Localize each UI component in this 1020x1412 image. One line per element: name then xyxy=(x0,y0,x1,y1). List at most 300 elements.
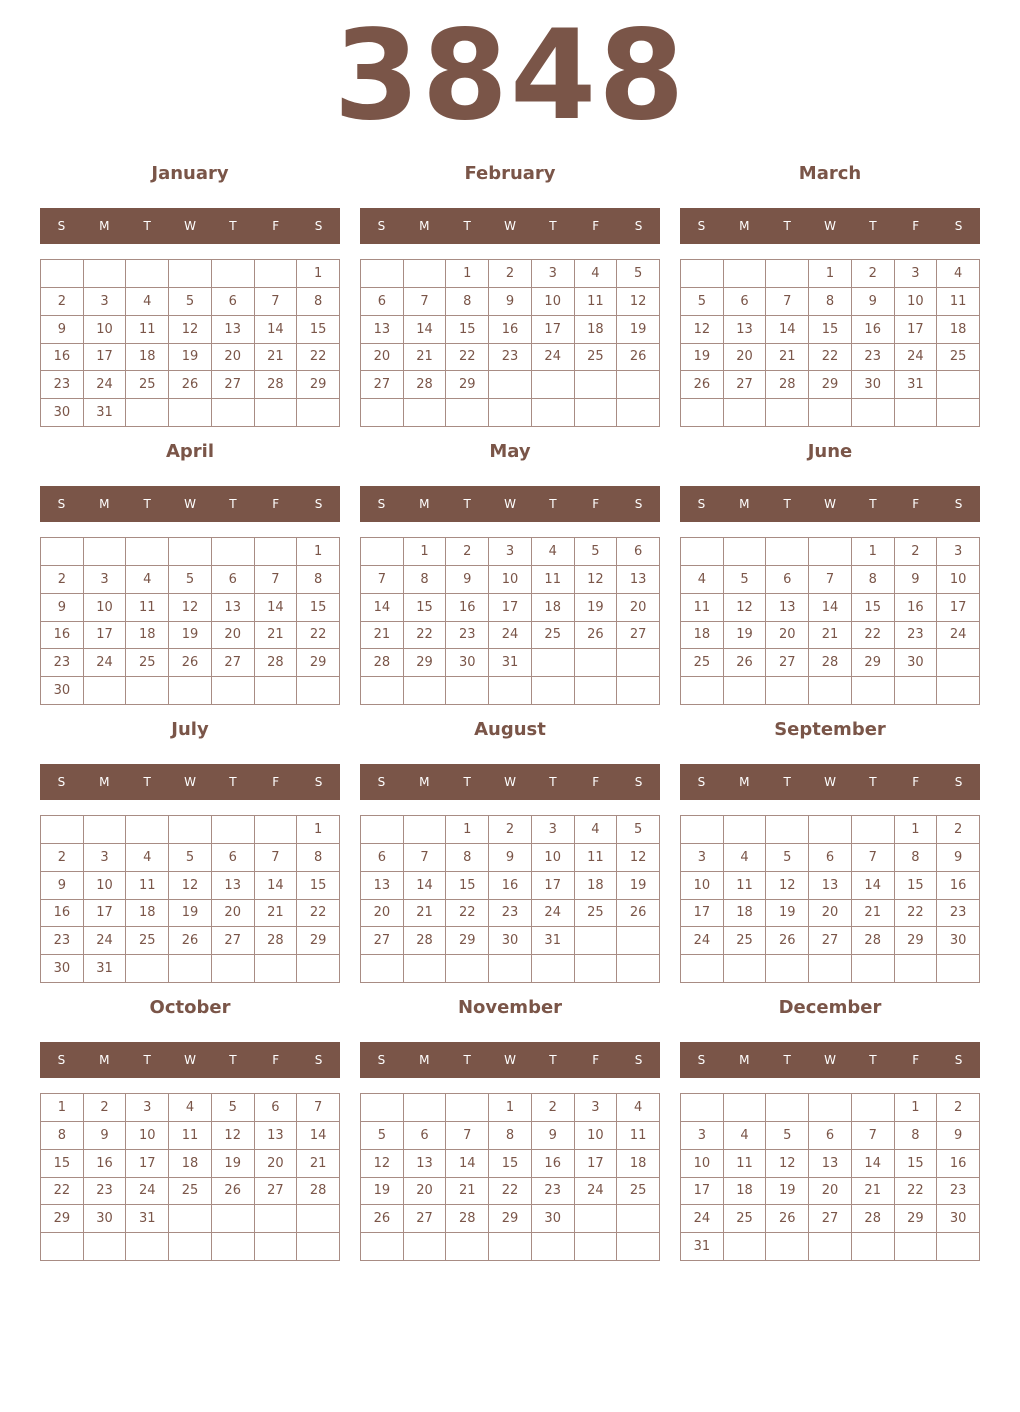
weekday-label: S xyxy=(954,775,963,789)
day-cell: 2 xyxy=(41,566,84,594)
day-cell: 7 xyxy=(255,844,298,872)
day-cell: 29 xyxy=(297,927,340,955)
weekday-label: T xyxy=(549,219,557,233)
weekday-label: W xyxy=(824,775,836,789)
day-cell: 8 xyxy=(895,844,938,872)
day-cell: 17 xyxy=(532,316,575,344)
day-cell: 24 xyxy=(489,622,532,650)
empty-cell xyxy=(895,1233,938,1261)
day-cell: 21 xyxy=(404,344,447,372)
day-cell: 7 xyxy=(809,566,852,594)
empty-cell xyxy=(41,1233,84,1261)
weekday-label: M xyxy=(419,219,430,233)
weekday-label: T xyxy=(143,1053,151,1067)
day-cell: 4 xyxy=(532,538,575,566)
empty-cell xyxy=(724,677,767,705)
month-name: July xyxy=(171,719,209,740)
day-cell: 16 xyxy=(84,1150,127,1178)
day-cell: 22 xyxy=(895,1178,938,1206)
month-name: April xyxy=(165,441,215,462)
weekday-label: S xyxy=(314,219,323,233)
empty-cell xyxy=(255,260,298,288)
day-cell: 30 xyxy=(937,927,980,955)
day-cell: 13 xyxy=(212,316,255,344)
weekday-label: W xyxy=(184,219,196,233)
day-cell: 29 xyxy=(489,1205,532,1233)
day-cell: 24 xyxy=(681,927,724,955)
weekday-label: S xyxy=(57,497,66,511)
month-name: March xyxy=(798,163,862,184)
day-cell: 26 xyxy=(169,371,212,399)
day-cell: 12 xyxy=(169,872,212,900)
day-cell: 21 xyxy=(809,622,852,650)
day-cell: 30 xyxy=(41,399,84,427)
day-cell: 20 xyxy=(361,900,404,928)
weekday-header xyxy=(680,1042,980,1078)
day-cell: 16 xyxy=(532,1150,575,1178)
day-cell: 19 xyxy=(766,900,809,928)
weekday-label: T xyxy=(143,219,151,233)
day-cell: 7 xyxy=(404,288,447,316)
day-cell: 29 xyxy=(41,1205,84,1233)
empty-cell xyxy=(212,955,255,983)
day-cell: 22 xyxy=(297,622,340,650)
weekday-label: S xyxy=(697,775,706,789)
empty-cell xyxy=(532,1233,575,1261)
empty-cell xyxy=(937,371,980,399)
weekday-header xyxy=(680,764,980,800)
weekday-label: T xyxy=(869,1053,877,1067)
day-cell: 3 xyxy=(532,816,575,844)
day-cell: 14 xyxy=(809,594,852,622)
day-cell: 6 xyxy=(361,844,404,872)
day-cell: 5 xyxy=(681,288,724,316)
day-cell: 20 xyxy=(766,622,809,650)
weekday-label: F xyxy=(592,1053,600,1067)
empty-cell xyxy=(852,677,895,705)
weekday-label: S xyxy=(697,219,706,233)
empty-cell xyxy=(895,399,938,427)
day-cell: 29 xyxy=(895,1205,938,1233)
day-cell: 28 xyxy=(766,371,809,399)
empty-cell xyxy=(361,538,404,566)
weekday-label: F xyxy=(912,1053,920,1067)
empty-cell xyxy=(681,816,724,844)
month-name: May xyxy=(489,441,531,462)
empty-cell xyxy=(361,816,404,844)
day-cell: 2 xyxy=(532,1094,575,1122)
day-cell: 16 xyxy=(937,872,980,900)
day-cell: 2 xyxy=(937,816,980,844)
empty-cell xyxy=(852,955,895,983)
day-cell: 19 xyxy=(169,344,212,372)
day-cell: 30 xyxy=(41,677,84,705)
day-grid xyxy=(360,537,660,705)
weekday-label: W xyxy=(504,1053,516,1067)
day-cell: 5 xyxy=(169,566,212,594)
day-cell: 24 xyxy=(532,344,575,372)
day-cell: 26 xyxy=(361,1205,404,1233)
day-cell: 30 xyxy=(41,955,84,983)
day-cell: 1 xyxy=(809,260,852,288)
empty-cell xyxy=(126,538,169,566)
day-cell: 27 xyxy=(361,927,404,955)
day-cell: 15 xyxy=(895,872,938,900)
empty-cell xyxy=(255,955,298,983)
empty-cell xyxy=(489,1233,532,1261)
day-cell: 28 xyxy=(446,1205,489,1233)
day-cell: 4 xyxy=(575,816,618,844)
empty-cell xyxy=(297,677,340,705)
empty-cell xyxy=(361,1233,404,1261)
day-cell: 14 xyxy=(404,872,447,900)
day-cell: 19 xyxy=(724,622,767,650)
day-cell: 5 xyxy=(617,260,660,288)
day-cell: 3 xyxy=(937,538,980,566)
day-cell: 17 xyxy=(84,900,127,928)
empty-cell xyxy=(724,1233,767,1261)
empty-cell xyxy=(446,399,489,427)
day-cell: 23 xyxy=(937,900,980,928)
weekday-header xyxy=(680,486,980,522)
empty-cell xyxy=(724,816,767,844)
day-cell: 8 xyxy=(489,1122,532,1150)
empty-cell xyxy=(169,399,212,427)
day-cell: 15 xyxy=(41,1150,84,1178)
day-cell: 20 xyxy=(809,900,852,928)
day-cell: 5 xyxy=(212,1094,255,1122)
day-cell: 29 xyxy=(852,649,895,677)
day-cell: 19 xyxy=(169,622,212,650)
empty-cell xyxy=(84,260,127,288)
empty-cell xyxy=(404,677,447,705)
day-cell: 5 xyxy=(169,288,212,316)
day-cell: 12 xyxy=(575,566,618,594)
empty-cell xyxy=(681,538,724,566)
empty-cell xyxy=(895,677,938,705)
day-cell: 4 xyxy=(617,1094,660,1122)
day-cell: 4 xyxy=(126,844,169,872)
day-cell: 4 xyxy=(724,1122,767,1150)
month-name: June xyxy=(807,441,853,462)
day-cell: 3 xyxy=(84,566,127,594)
empty-cell xyxy=(809,538,852,566)
empty-cell xyxy=(297,1233,340,1261)
weekday-label: M xyxy=(419,775,430,789)
weekday-label: T xyxy=(229,219,237,233)
day-cell: 4 xyxy=(724,844,767,872)
day-cell: 9 xyxy=(852,288,895,316)
empty-cell xyxy=(126,1233,169,1261)
day-cell: 23 xyxy=(489,900,532,928)
empty-cell xyxy=(766,399,809,427)
day-cell: 17 xyxy=(937,594,980,622)
day-cell: 9 xyxy=(41,316,84,344)
day-cell: 25 xyxy=(724,927,767,955)
empty-cell xyxy=(84,677,127,705)
day-cell: 24 xyxy=(84,371,127,399)
day-cell: 11 xyxy=(575,288,618,316)
day-cell: 6 xyxy=(361,288,404,316)
empty-cell xyxy=(617,1205,660,1233)
empty-cell xyxy=(84,816,127,844)
weekday-label: T xyxy=(549,775,557,789)
day-cell: 21 xyxy=(297,1150,340,1178)
weekday-label: W xyxy=(824,497,836,511)
day-cell: 29 xyxy=(446,371,489,399)
day-cell: 6 xyxy=(766,566,809,594)
day-cell: 14 xyxy=(852,872,895,900)
weekday-header xyxy=(360,486,660,522)
day-grid xyxy=(360,815,660,983)
empty-cell xyxy=(766,1233,809,1261)
empty-cell xyxy=(255,1233,298,1261)
empty-cell xyxy=(489,371,532,399)
weekday-header xyxy=(680,208,980,244)
empty-cell xyxy=(446,1094,489,1122)
empty-cell xyxy=(169,1205,212,1233)
day-cell: 9 xyxy=(895,566,938,594)
empty-cell xyxy=(41,538,84,566)
day-cell: 5 xyxy=(766,1122,809,1150)
day-cell: 12 xyxy=(212,1122,255,1150)
day-cell: 21 xyxy=(255,622,298,650)
day-cell: 17 xyxy=(681,900,724,928)
empty-cell xyxy=(937,1233,980,1261)
empty-cell xyxy=(617,371,660,399)
day-cell: 28 xyxy=(255,927,298,955)
day-cell: 25 xyxy=(126,649,169,677)
month-name: August xyxy=(474,719,546,740)
weekday-label: F xyxy=(272,497,280,511)
day-cell: 4 xyxy=(169,1094,212,1122)
empty-cell xyxy=(361,399,404,427)
day-cell: 15 xyxy=(489,1150,532,1178)
day-cell: 13 xyxy=(724,316,767,344)
day-cell: 10 xyxy=(84,872,127,900)
empty-cell xyxy=(937,649,980,677)
day-cell: 8 xyxy=(895,1122,938,1150)
day-cell: 21 xyxy=(852,1178,895,1206)
weekday-label: F xyxy=(912,219,920,233)
day-cell: 9 xyxy=(41,872,84,900)
weekday-label: T xyxy=(783,497,791,511)
empty-cell xyxy=(212,1205,255,1233)
day-cell: 21 xyxy=(446,1178,489,1206)
empty-cell xyxy=(446,1233,489,1261)
day-cell: 8 xyxy=(297,566,340,594)
day-cell: 13 xyxy=(809,872,852,900)
month-name: October xyxy=(149,997,231,1018)
day-cell: 30 xyxy=(489,927,532,955)
day-cell: 23 xyxy=(489,344,532,372)
empty-cell xyxy=(126,816,169,844)
day-cell: 6 xyxy=(212,566,255,594)
day-cell: 26 xyxy=(169,649,212,677)
empty-cell xyxy=(852,399,895,427)
day-cell: 25 xyxy=(126,371,169,399)
empty-cell xyxy=(809,677,852,705)
day-cell: 14 xyxy=(297,1122,340,1150)
day-cell: 10 xyxy=(937,566,980,594)
day-cell: 31 xyxy=(681,1233,724,1261)
weekday-label: M xyxy=(419,1053,430,1067)
day-cell: 20 xyxy=(404,1178,447,1206)
day-cell: 24 xyxy=(84,649,127,677)
empty-cell xyxy=(575,955,618,983)
weekday-label: M xyxy=(99,775,110,789)
day-cell: 25 xyxy=(681,649,724,677)
weekday-label: S xyxy=(314,497,323,511)
day-cell: 6 xyxy=(617,538,660,566)
day-cell: 26 xyxy=(766,1205,809,1233)
weekday-label: F xyxy=(912,497,920,511)
day-cell: 22 xyxy=(489,1178,532,1206)
day-cell: 7 xyxy=(297,1094,340,1122)
weekday-label: S xyxy=(377,219,386,233)
weekday-label: T xyxy=(783,775,791,789)
day-cell: 26 xyxy=(766,927,809,955)
day-cell: 29 xyxy=(895,927,938,955)
weekday-label: F xyxy=(592,775,600,789)
empty-cell xyxy=(575,1233,618,1261)
day-cell: 14 xyxy=(361,594,404,622)
weekday-label: S xyxy=(377,775,386,789)
weekday-label: T xyxy=(229,497,237,511)
day-cell: 1 xyxy=(297,816,340,844)
weekday-label: T xyxy=(463,775,471,789)
day-cell: 18 xyxy=(126,622,169,650)
day-cell: 6 xyxy=(404,1122,447,1150)
empty-cell xyxy=(681,260,724,288)
day-cell: 18 xyxy=(681,622,724,650)
day-cell: 20 xyxy=(212,344,255,372)
day-cell: 31 xyxy=(489,649,532,677)
day-cell: 31 xyxy=(84,399,127,427)
day-cell: 13 xyxy=(809,1150,852,1178)
weekday-label: S xyxy=(57,219,66,233)
day-cell: 10 xyxy=(489,566,532,594)
day-cell: 18 xyxy=(617,1150,660,1178)
empty-cell xyxy=(937,677,980,705)
day-cell: 9 xyxy=(489,844,532,872)
day-cell: 23 xyxy=(532,1178,575,1206)
day-cell: 30 xyxy=(852,371,895,399)
day-cell: 11 xyxy=(937,288,980,316)
empty-cell xyxy=(617,955,660,983)
day-cell: 19 xyxy=(681,344,724,372)
day-cell: 30 xyxy=(895,649,938,677)
empty-cell xyxy=(297,1205,340,1233)
day-cell: 8 xyxy=(297,844,340,872)
day-cell: 16 xyxy=(852,316,895,344)
month-name: December xyxy=(778,997,882,1018)
day-cell: 16 xyxy=(41,344,84,372)
day-cell: 30 xyxy=(446,649,489,677)
day-cell: 20 xyxy=(212,900,255,928)
day-cell: 27 xyxy=(361,371,404,399)
day-cell: 13 xyxy=(617,566,660,594)
day-cell: 10 xyxy=(681,1150,724,1178)
weekday-header xyxy=(360,764,660,800)
day-cell: 14 xyxy=(255,872,298,900)
day-cell: 12 xyxy=(169,316,212,344)
day-cell: 6 xyxy=(809,1122,852,1150)
weekday-label: T xyxy=(869,219,877,233)
day-cell: 1 xyxy=(852,538,895,566)
day-cell: 5 xyxy=(575,538,618,566)
empty-cell xyxy=(575,399,618,427)
day-cell: 10 xyxy=(84,316,127,344)
day-cell: 3 xyxy=(575,1094,618,1122)
empty-cell xyxy=(126,677,169,705)
day-cell: 7 xyxy=(852,844,895,872)
month-name: January xyxy=(151,163,229,184)
empty-cell xyxy=(809,955,852,983)
day-cell: 29 xyxy=(446,927,489,955)
empty-cell xyxy=(617,1233,660,1261)
day-cell: 11 xyxy=(681,594,724,622)
day-cell: 18 xyxy=(126,900,169,928)
empty-cell xyxy=(297,955,340,983)
day-cell: 20 xyxy=(809,1178,852,1206)
empty-cell xyxy=(126,955,169,983)
weekday-label: T xyxy=(783,219,791,233)
day-cell: 7 xyxy=(361,566,404,594)
empty-cell xyxy=(446,677,489,705)
weekday-header xyxy=(40,486,340,522)
empty-cell xyxy=(84,538,127,566)
day-cell: 15 xyxy=(297,872,340,900)
day-cell: 7 xyxy=(404,844,447,872)
day-cell: 30 xyxy=(84,1205,127,1233)
day-cell: 15 xyxy=(404,594,447,622)
empty-cell xyxy=(446,955,489,983)
empty-cell xyxy=(809,399,852,427)
day-cell: 25 xyxy=(575,344,618,372)
day-cell: 31 xyxy=(895,371,938,399)
day-cell: 25 xyxy=(575,900,618,928)
day-cell: 14 xyxy=(255,316,298,344)
day-cell: 11 xyxy=(575,844,618,872)
day-cell: 12 xyxy=(766,1150,809,1178)
empty-cell xyxy=(766,538,809,566)
empty-cell xyxy=(532,955,575,983)
day-cell: 27 xyxy=(212,371,255,399)
day-cell: 22 xyxy=(852,622,895,650)
day-cell: 8 xyxy=(404,566,447,594)
day-cell: 21 xyxy=(255,344,298,372)
month-name: November xyxy=(457,997,563,1018)
empty-cell xyxy=(724,260,767,288)
day-cell: 22 xyxy=(446,900,489,928)
day-cell: 26 xyxy=(617,900,660,928)
day-cell: 20 xyxy=(212,622,255,650)
weekday-label: T xyxy=(229,1053,237,1067)
empty-cell xyxy=(532,677,575,705)
day-cell: 11 xyxy=(724,872,767,900)
day-cell: 26 xyxy=(169,927,212,955)
empty-cell xyxy=(766,260,809,288)
weekday-label: T xyxy=(229,775,237,789)
day-cell: 30 xyxy=(532,1205,575,1233)
weekday-header xyxy=(40,1042,340,1078)
day-cell: 2 xyxy=(84,1094,127,1122)
empty-cell xyxy=(255,1205,298,1233)
day-cell: 28 xyxy=(404,371,447,399)
weekday-label: W xyxy=(184,497,196,511)
day-cell: 24 xyxy=(895,344,938,372)
